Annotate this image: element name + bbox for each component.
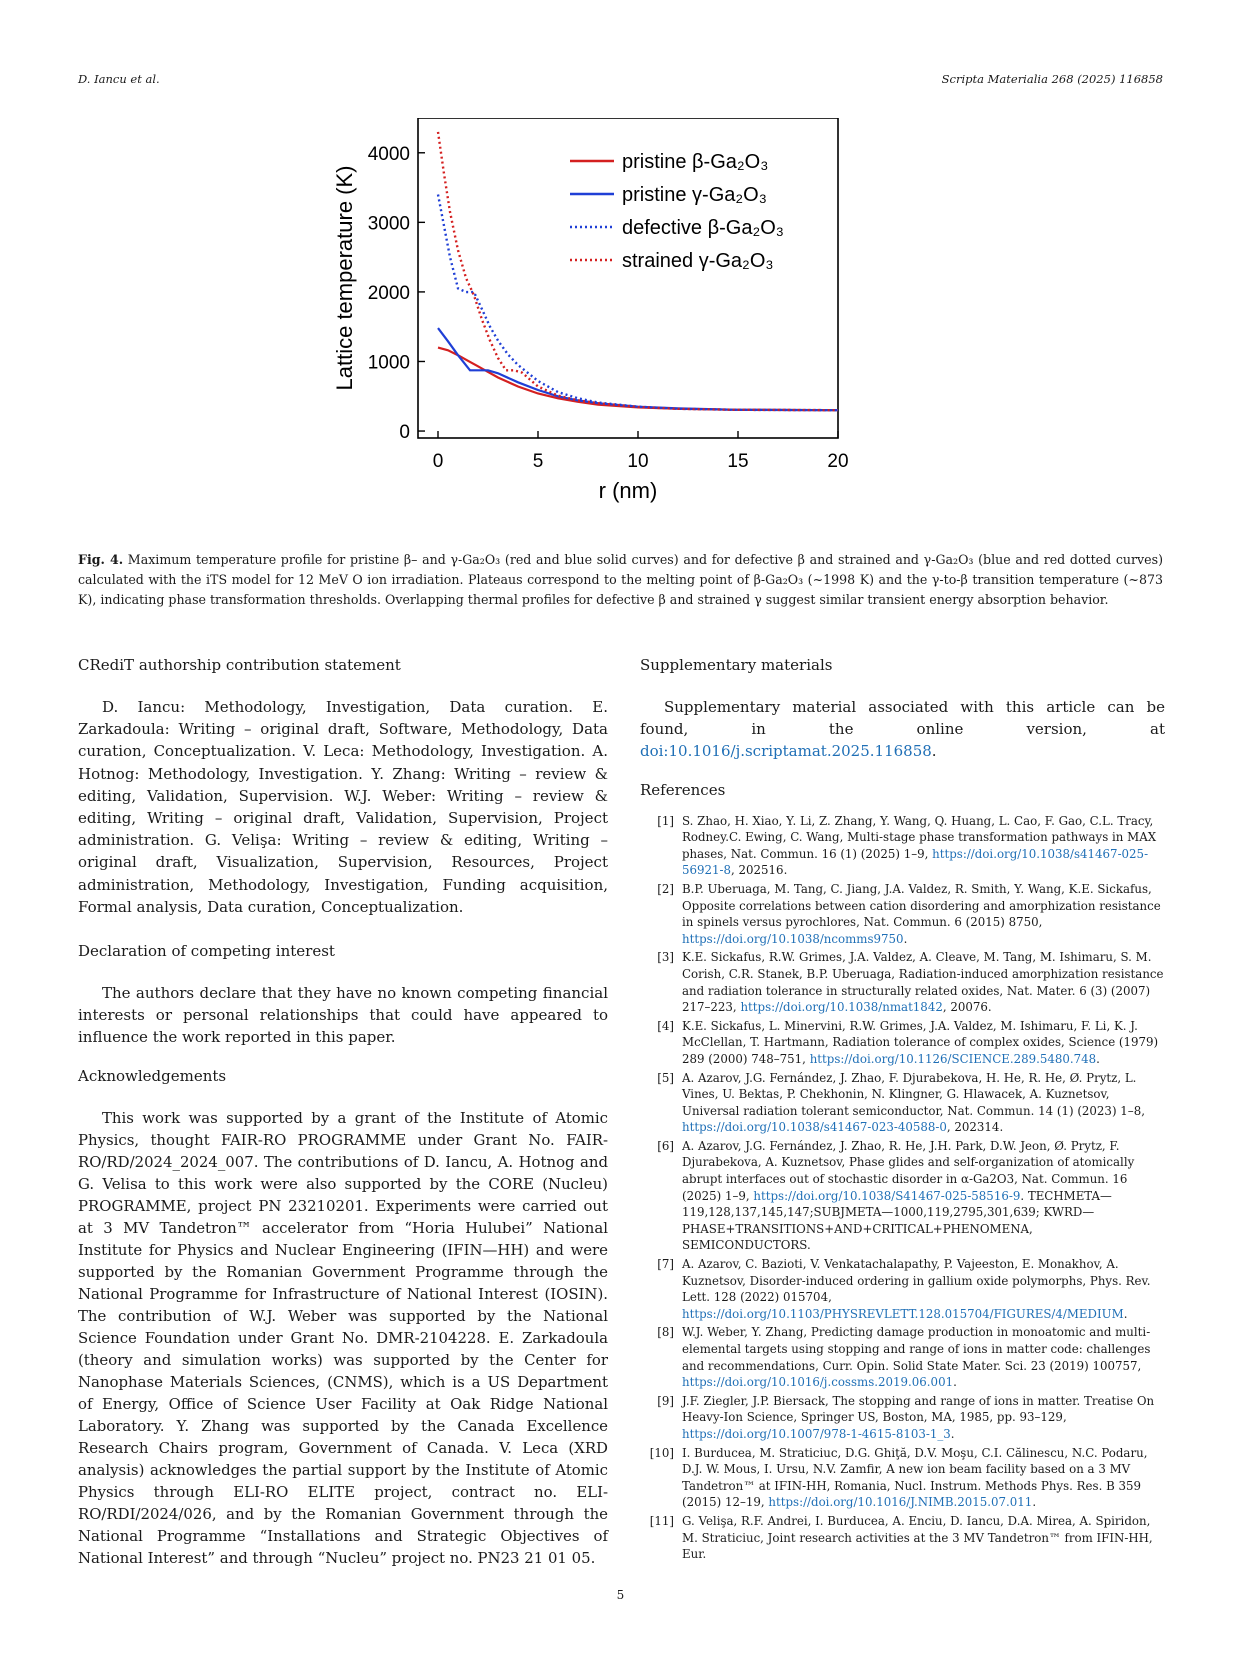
reference-number: [3]: [657, 950, 674, 965]
competing-title: Declaration of competing interest: [78, 942, 335, 961]
reference-end: .: [1096, 1051, 1100, 1066]
reference-number: [11]: [649, 1513, 674, 1528]
reference-end: .: [953, 1375, 957, 1390]
reference-item: [640, 1393, 1165, 1443]
x-tick-label: 10: [627, 451, 649, 472]
y-tick-label: 0: [399, 422, 410, 444]
references-title: References: [640, 780, 726, 799]
reference-body: K.E. Sickafus, R.W. Grimes, J.A. Valdez, A. Cleave, M. Tang, M. Ishimaru, S. M. Corish, C.R. Stanek, B.P. Uberuaga, Radiation-induced amorphization resistance and radiation tolerance in structurally related oxides, Nat. Mater. 6 (3) (2007) 217–223,: [682, 950, 1164, 1015]
reference-item: [640, 813, 1165, 879]
right-column: [640, 656, 1165, 1565]
reference-doi-link[interactable]: https://doi.org/10.1038/s41467-023-40588-0: [682, 1120, 947, 1135]
reference-text: [682, 1513, 1165, 1563]
reference-item: [640, 1070, 1165, 1136]
reference-doi-link[interactable]: https://doi.org/10.1103/PHYSREVLETT.128.015704/FIGURES/4/MEDIUM: [682, 1306, 1124, 1321]
reference-end: .: [1123, 1306, 1128, 1321]
reference-doi-link[interactable]: https://doi.org/10.1038/nmat1842: [740, 1000, 943, 1015]
credit-text: D. Iancu: Methodology, Investigation, Data curation. E. Zarkadoula: Writing – original draft, Software, Methodology, Data curation, Conceptualization. V. Leca: Methodology, Investigation. A. Hotnog: Methodology, Investigation. Y. Zhang: Writing – review & editing, Validation, Supervision. W.J. Weber: Writing – review & editing, Writing – original draft, Validation, Supervision, Project administration. G. Velişa: Writing – review & editing, Writing – original draft, Visualization, Supervision, Resources, Project administration, Methodology, Investigation, Funding acquisition, Formal analysis, Data curation, Conceptualization.: [78, 698, 608, 916]
y-tick-label: 2000: [367, 282, 410, 304]
ack-title: Acknowledgements: [78, 1066, 227, 1085]
reference-item: [640, 1256, 1165, 1322]
reference-doi-link[interactable]: https://doi.org/10.1038/s41467-025-56921-8: [682, 846, 1149, 878]
reference-end: , 202516.: [731, 863, 788, 878]
supp-body: Supplementary material associated with this article can be found, in the online version, at: [640, 698, 1165, 739]
reference-number: [2]: [657, 881, 674, 896]
reference-doi-link[interactable]: https://doi.org/10.1126/SCIENCE.289.5480.748: [809, 1051, 1097, 1066]
reference-item: [640, 1445, 1165, 1511]
reference-text: [682, 1324, 1165, 1390]
legend-label: defective β-Ga₂O₃: [622, 217, 784, 239]
supp-doi-link[interactable]: doi:10.1016/j.scriptamat.2025.116858: [640, 742, 932, 761]
reference-number: [10]: [649, 1445, 674, 1460]
reference-item: [640, 1513, 1165, 1563]
caption-label: Fig. 4.: [78, 552, 124, 567]
reference-body: A. Azarov, J.G. Fernández, J. Zhao, R. He, J.H. Park, D.W. Jeon, Ø. Prytz, F. Djurabekova, A. Kuznetsov, Phase glides and self-organization of atomically abrupt interfaces out of stochastic disorder in α-Ga2O3, Nat. Commun. 16 (2025) 1–9,: [682, 1138, 1135, 1203]
legend: [570, 151, 784, 272]
x-tick-label: 20: [827, 451, 849, 472]
reference-doi-link[interactable]: https://doi.org/10.1038/ncomms9750: [682, 931, 904, 946]
reference-number: [9]: [657, 1393, 674, 1408]
y-axis-label: Lattice temperature (K): [332, 165, 357, 391]
reference-text: [682, 1018, 1165, 1068]
temperature-profile-chart: [330, 118, 910, 548]
legend-label: pristine β-Ga₂O₃: [622, 151, 769, 173]
reference-end: . TECHMETA—119,128,137,145,147;SUBJMETA—1000,119,2795,301,639; KWRD—PHASE+TRANSITIONS+AND+CRITICAL+PHENOMENA, SEMICONDUCTORS.: [682, 1188, 1112, 1253]
reference-body: S. Zhao, H. Xiao, Y. Li, Z. Zhang, Y. Wang, Q. Huang, L. Cao, F. Gao, C.L. Tracy, Rodney.C. Ewing, C. Wang, Multi-stage phase transformation pathways in MAX phases, Nat. Commun. 16 (1) (2025) 1–9,: [682, 813, 1157, 861]
reference-item: [640, 1138, 1165, 1254]
reference-end: , 20076.: [942, 1000, 992, 1015]
reference-text: [682, 813, 1165, 879]
reference-number: [7]: [657, 1257, 674, 1272]
legend-label: pristine γ-Ga₂O₃: [622, 184, 767, 206]
ack-text: This work was supported by a grant of the Institute of Atomic Physics, thought FAIR-RO PROGRAMME under Grant No. FAIR-RO/RD/2024_2024_007. The contributions of D. Iancu, A. Hotnog and G. Velisa to this work were also supported by the CORE (Nucleu) PROGRAMME, project PN 23210201. Experiments were carried out at 3 MV Tandetron™ accelerator from “Horia Hulubei” National Institute for Physics and Nuclear Engineering (IFIN—HH) and were supported by the Romanian Government Programme through the National Programme for Infrastructure of National Interest (IOSIN). The contribution of W.J. Weber was supported by the National Science Foundation under Grant No. DMR-2104228. E. Zarkadoula (theory and simulation works) was supported by the Center for Nanophase Materials Sciences, (CNMS), which is a US Department of Energy, Office of Science User Facility at Oak Ridge National Laboratory. Y. Zhang was supported by the Canada Excellence Research Chairs program, Government of Canada. V. Leca (XRD analysis) acknowledges the partial support by the Institute of Atomic Physics through ELI-RO ELITE project, contract no. ELI-RO/RDI/2024/026, and by the Romanian Government through the National Programme “Installations and Strategic Objectives of National Interest” and through “Nucleu” project no. PN23 21 01 05.: [78, 1108, 608, 1567]
reference-text: [682, 1070, 1165, 1136]
reference-body: W.J. Weber, Y. Zhang, Predicting damage production in monoatomic and multi-elemental targets using stopping and range of ions in matter code: challenges and recommendations, Curr. Opin. Solid State Mater. Sci. 23 (2019) 100757,: [682, 1325, 1151, 1373]
left-column: [78, 656, 608, 1569]
reference-body: A. Azarov, C. Bazioti, V. Venkatachalapathy, P. Vajeeston, E. Monakhov, A. Kuznetsov, Disorder-induced ordering in gallium oxide polymorphs, Phys. Rev. Lett. 128 (2022) 015704,: [682, 1257, 1151, 1305]
reference-doi-link[interactable]: https://doi.org/10.1016/j.cossms.2019.06.001: [682, 1375, 954, 1390]
supp-end: .: [931, 742, 937, 761]
reference-doi-link[interactable]: https://doi.org/10.1007/978-1-4615-8103-1_3: [682, 1426, 951, 1441]
x-tick-label: 0: [432, 451, 444, 472]
supp-text: [640, 696, 1165, 763]
reference-text: [682, 1393, 1165, 1443]
x-axis-label: r (nm): [598, 478, 658, 503]
reference-item: [640, 949, 1165, 1015]
x-tick-label: 15: [727, 451, 749, 472]
credit-title: CRediT authorship contribution statement: [78, 656, 401, 674]
running-header-journal: Scripta Materialia 268 (2025) 116858: [941, 72, 1163, 86]
competing-text: The authors declare that they have no known competing financial interests or personal relationships that could have appeared to influence the work reported in this paper.: [78, 984, 608, 1047]
reference-end: , 202314.: [946, 1120, 1004, 1135]
x-tick-label: 5: [532, 451, 544, 472]
reference-body: B.P. Uberuaga, M. Tang, C. Jiang, J.A. Valdez, R. Smith, Y. Wang, K.E. Sickafus, Opposite correlations between cation disordering and amorphization resistance in spinels versus pyrochlores, Nat. Commun. 6 (2015) 8750,: [682, 881, 1161, 930]
reference-body: I. Burducea, M. Straticiuc, D.G. Ghiţă, D.V. Moşu, C.I. Călinescu, N.C. Podaru, D.J. W. Mous, I. Ursu, N.V. Zamfir, A new ion beam facility based on a 3 MV Tandetron™ at IFIN-HH, Romania, Nucl. Instrum. Methods Phys. Res. B 359 (2015) 12–19,: [682, 1445, 1148, 1510]
reference-doi-link[interactable]: https://doi.org/10.1016/J.NIMB.2015.07.011: [768, 1495, 1033, 1510]
reference-text: [682, 1445, 1165, 1511]
reference-number: [5]: [657, 1070, 674, 1085]
page-number: 5: [616, 1588, 625, 1602]
reference-number: [4]: [657, 1018, 674, 1033]
figure-caption: [78, 550, 1163, 610]
reference-text: [682, 949, 1165, 1015]
reference-end: .: [1032, 1495, 1037, 1510]
y-tick-label: 4000: [367, 143, 410, 165]
reference-body: J.F. Ziegler, J.P. Biersack, The stopping and range of ions in matter. Treatise On Heavy-Ion Science, Springer US, Boston, MA, 1985, pp. 93–129,: [682, 1393, 1155, 1425]
reference-body: G. Velişa, R.F. Andrei, I. Burducea, A. Enciu, D. Iancu, D.A. Mirea, A. Spiridon, M. Straticiuc, Joint research activities at the 3 MV Tandetron™ from IFIN-HH, Eur.: [682, 1513, 1153, 1562]
running-header-authors: D. Iancu et al.: [78, 72, 160, 86]
reference-item: [640, 1324, 1165, 1390]
reference-body: A. Azarov, J.G. Fernández, J. Zhao, F. Djurabekova, H. He, R. He, Ø. Prytz, L. Vines, U. Bektas, P. Chekhonin, N. Klingner, G. Hlawacek, A. Kuznetsov, Universal radiation tolerant semiconductor, Nat. Commun. 14 (1) (2023) 1–8,: [682, 1070, 1145, 1118]
reference-end: .: [903, 931, 908, 946]
reference-doi-link[interactable]: https://doi.org/10.1038/S41467-025-58516-9: [753, 1188, 1021, 1203]
series-line: [438, 348, 838, 411]
reference-number: [6]: [657, 1138, 674, 1153]
legend-label: strained γ-Ga₂O₃: [622, 250, 774, 272]
reference-text: [682, 881, 1165, 947]
reference-list: [640, 813, 1165, 1563]
supp-title: Supplementary materials: [640, 656, 833, 674]
y-tick-label: 1000: [367, 352, 410, 374]
reference-item: [640, 1018, 1165, 1068]
reference-text: [682, 1256, 1165, 1322]
reference-body: K.E. Sickafus, L. Minervini, R.W. Grimes, J.A. Valdez, M. Ishimaru, F. Li, K. J. McClellan, T. Hartmann, Radiation tolerance of complex oxides, Science (1979) 289 (2000) 748–751,: [682, 1018, 1159, 1066]
reference-item: [640, 881, 1165, 947]
reference-end: .: [950, 1426, 955, 1441]
reference-number: [8]: [657, 1325, 674, 1340]
reference-number: [1]: [657, 813, 674, 828]
caption-text: Maximum temperature profile for pristine β– and γ-Ga₂O₃ (red and blue solid curves) and for defective β and strained and γ-Ga₂O₃ (blue and red dotted curves) calculated with the iTS model for 12 MeV O ion irradiation. Plateaus correspond to the melting point of β-Ga₂O₃ (~1998 K) and the γ-to-β transition temperature (~873 K), indicating phase transformation thresholds. Overlapping thermal profiles for defective β and strained γ suggest similar transient energy absorption behavior.: [78, 552, 1163, 607]
y-tick-label: 3000: [367, 213, 410, 235]
reference-text: [682, 1138, 1165, 1254]
